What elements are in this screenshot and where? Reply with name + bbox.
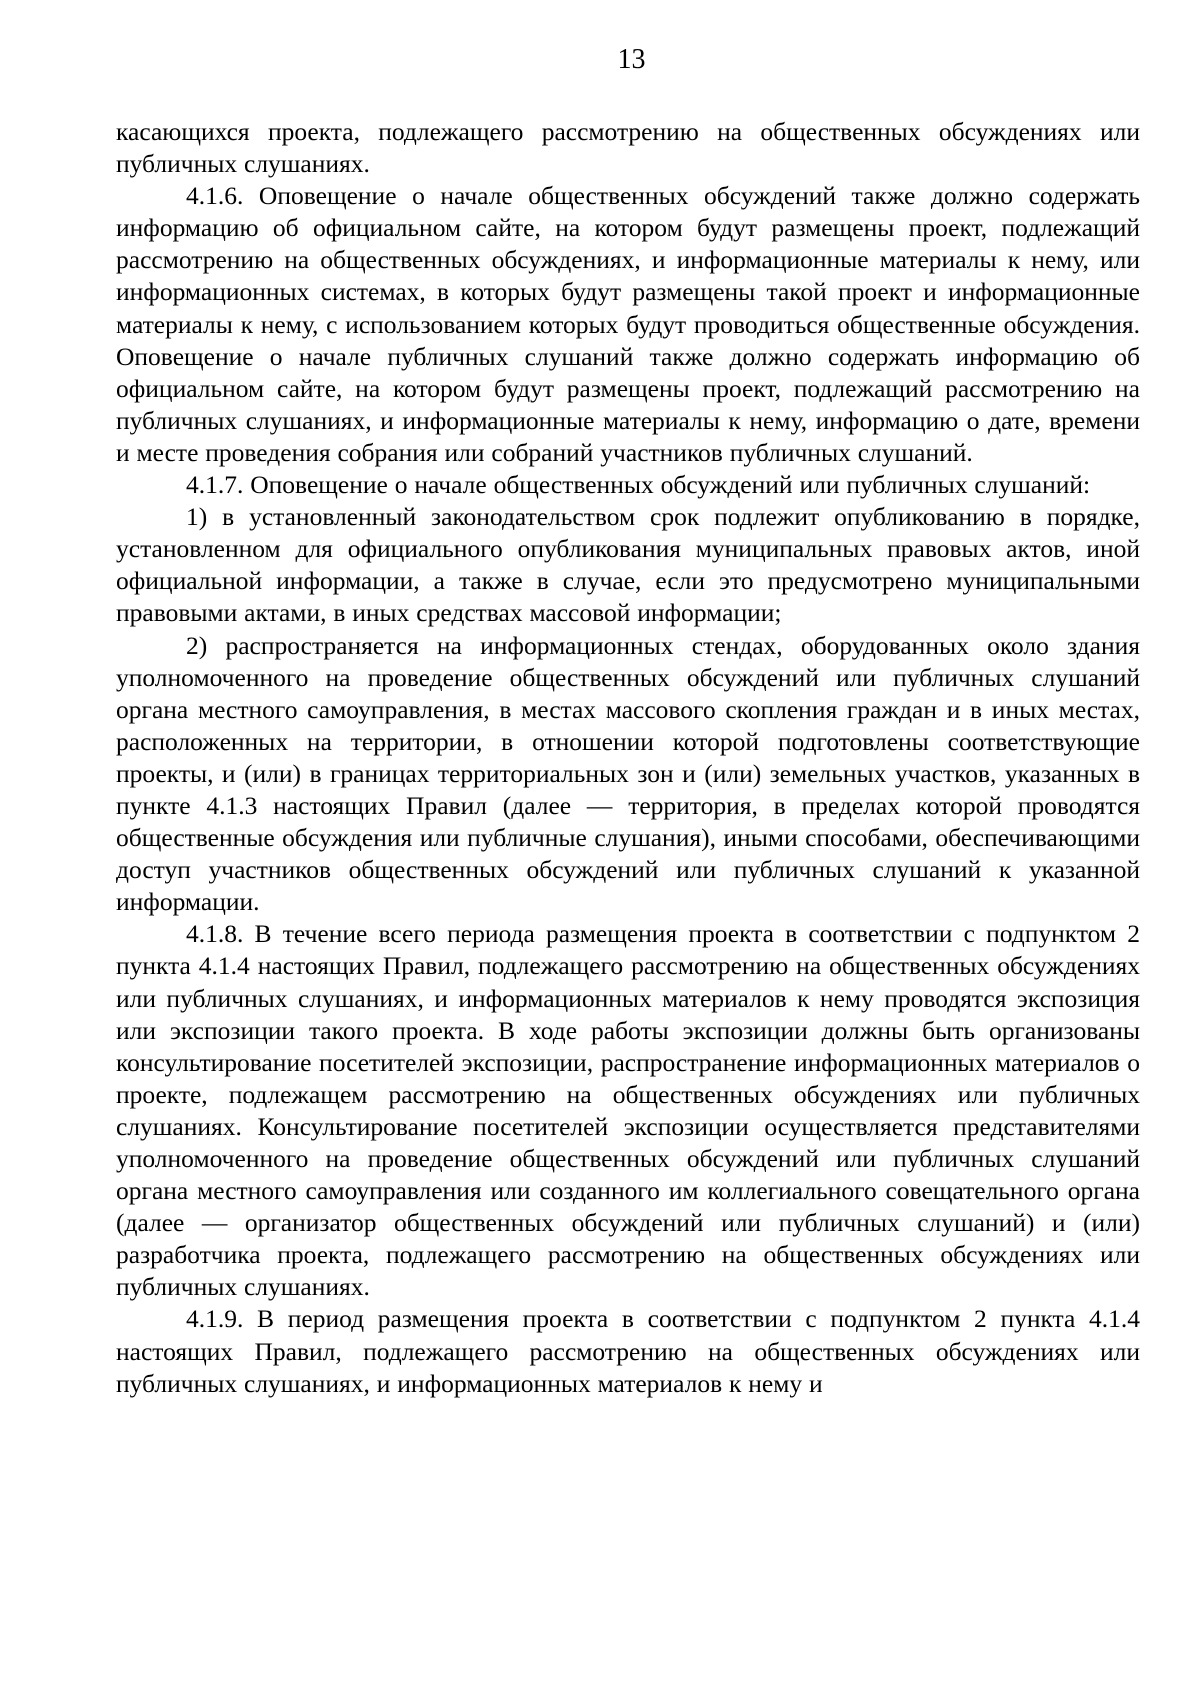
document-body [116,116,1140,1400]
paragraph-continuation: касающихся проекта, подлежащего рассмотрению на общественных обсуждениях или публичных слушаниях. [116,117,1140,179]
paragraph-4-1-8: 4.1.8. В течение всего периода размещения проекта в соответствии с подпунктом 2 пункта 4.1.4 настоящих Правил, подлежащего рассмотрению на общественных обсуждениях или публичных слушаниях, и информационных материалов к нему проводятся экспозиция или экспозиции такого проекта. В ходе работы экспозиции должны быть организованы консультирование посетителей экспозиции, распространение информационных материалов о проекте, подлежащем рассмотрению на общественных обсуждениях или публичных слушаниях. Консультирование посетителей экспозиции осуществляется представителями уполномоченного на проведение общественных обсуждений или публичных слушаний органа местного самоуправления или созданного им коллегиального совещательного органа (далее — организатор общественных обсуждений или публичных слушаний) и (или) разработчика проекта, подлежащего рассмотрению на общественных обсуждениях или публичных слушаниях. [116,919,1140,1302]
page-number: 13 [617,44,646,75]
paragraph-4-1-6: 4.1.6. Оповещение о начале общественных обсуждений также должно содержать информацию об официальном сайте, на котором будут размещены проект, подлежащий рассмотрению на общественных обсуждениях, и информационные материалы к нему, или информационных системах, в которых будут размещены такой проект и информационные материалы к нему, с использованием которых будут проводиться общественные обсуждения. Оповещение о начале публичных слушаний также должно содержать информацию об официальном сайте, на котором будут размещены проект, подлежащий рассмотрению на публичных слушаниях, и информационные материалы к нему, информацию о дате, времени и месте проведения собрания или собраний участников публичных слушаний. [116,181,1140,467]
paragraph-4-1-9: 4.1.9. В период размещения проекта в соответствии с подпунктом 2 пункта 4.1.4 настоящих Правил, подлежащего рассмотрению на общественных обсуждениях или публичных слушаниях, и информационных материалов к нему и [116,1304,1140,1398]
paragraph-4-1-7: 4.1.7. Оповещение о начале общественных обсуждений или публичных слушаний: [186,470,1091,500]
list-item-2: 2) распространяется на информационных стендах, оборудованных около здания уполномоченного на проведение общественных обсуждений или публичных слушаний органа местного самоуправления, в местах массового скопления граждан и в иных местах, расположенных на территории, в отношении которой подготовлены соответствующие проекты, и (или) в границах территориальных зон и (или) земельных участков, указанных в пункте 4.1.3 настоящих Правил (далее — территория, в пределах которой проводятся общественные обсуждения или публичные слушания), иными способами, обеспечивающими доступ участников общественных обсуждений или публичных слушаний к указанной информации. [116,630,1140,917]
list-item-1: 1) в установленный законодательством срок подлежит опубликованию в порядке, установленном для официального опубликования муниципальных правовых актов, иной официальной информации, а также в случае, если это предусмотрено муниципальными правовыми актами, в иных средствах массовой информации; [116,502,1140,628]
